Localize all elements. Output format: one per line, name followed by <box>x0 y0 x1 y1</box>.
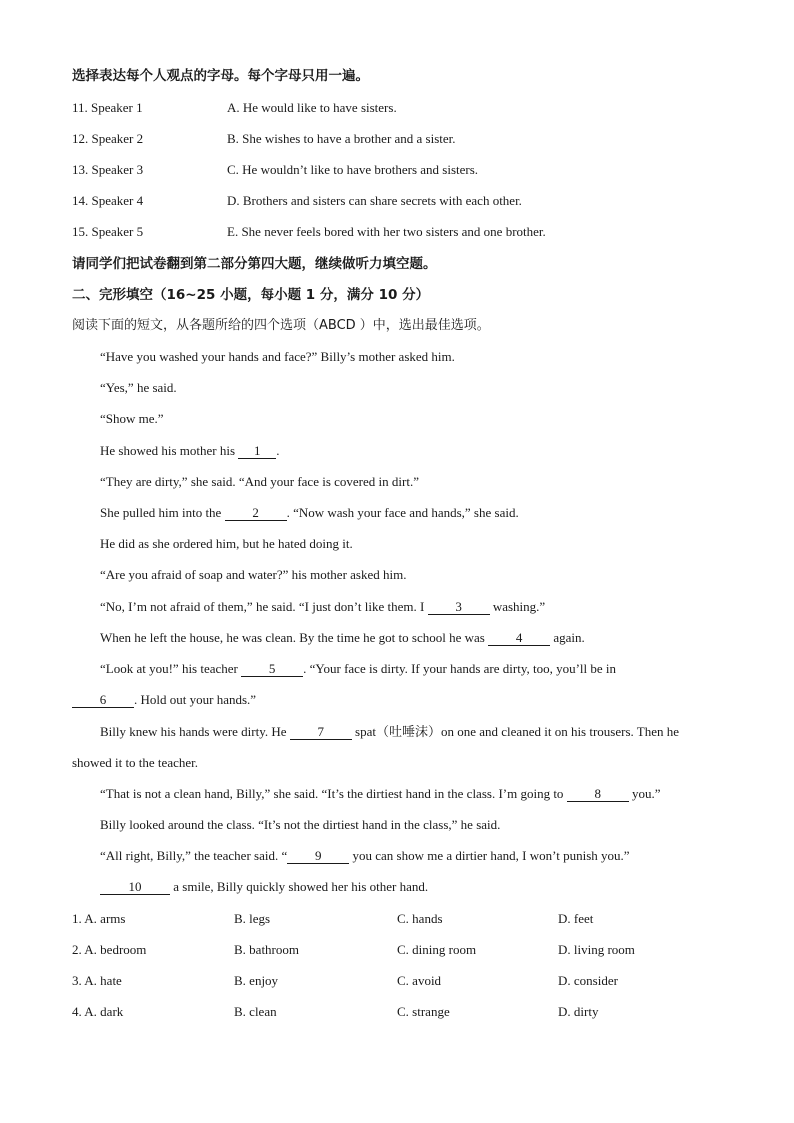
options-row <box>72 973 727 989</box>
speaker-label: 11. Speaker 1 <box>72 100 143 115</box>
passage-line: “Show me.” <box>100 411 164 426</box>
blank-8: 8 <box>567 787 629 802</box>
option-a: 2. A. bedroom <box>72 942 147 957</box>
option-b: B. bathroom <box>234 942 299 957</box>
option-c: C. hands <box>397 911 443 926</box>
option-c: C. dining room <box>397 942 477 957</box>
option-b: B. legs <box>234 911 271 926</box>
speaker-label: 14. Speaker 4 <box>72 193 144 208</box>
options-row <box>72 942 727 958</box>
passage-text: . Hold out your hands.” <box>134 692 257 707</box>
blank-6: 6 <box>72 693 134 708</box>
passage-text: . “Your face is dirty. If your hands are dirty, too, you’ll be in <box>303 661 617 676</box>
passage-line: “Yes,” he said. <box>100 380 177 395</box>
passage-text: again. <box>550 630 585 645</box>
option-b: B. enjoy <box>234 973 279 988</box>
passage-line <box>100 630 585 646</box>
passage-line <box>100 599 545 615</box>
passage-line: “They are dirty,” she said. “And your face is covered in dirt.” <box>100 474 419 489</box>
passage-line <box>100 505 519 521</box>
passage-text: spat（吐唾沫）on one and cleaned it on his trousers. Then he <box>351 724 680 739</box>
passage-line: “Are you afraid of soap and water?” his mother asked him. <box>100 567 407 582</box>
speaker-label: 13. Speaker 3 <box>72 162 144 177</box>
blank-9: 9 <box>287 849 349 864</box>
passage-text: “All right, Billy,” the teacher said. “ <box>100 848 288 863</box>
passage-line <box>100 848 630 864</box>
matching-row <box>72 131 456 147</box>
option-d: D. feet <box>558 911 594 926</box>
option-d: D. living room <box>558 942 635 957</box>
blank-10: 10 <box>100 880 170 895</box>
passage-line <box>100 786 660 802</box>
passage-line <box>72 692 256 708</box>
option-c: C. strange <box>397 1004 450 1019</box>
passage-text: you can show me a dirtier hand, I won’t punish you.” <box>349 848 630 863</box>
passage-text: “No, I’m not afraid of them,” he said. “I just don’t like them. I <box>100 599 428 614</box>
passage-text: washing.” <box>489 599 546 614</box>
matching-row <box>72 100 397 116</box>
passage-line: He did as she ordered him, but he hated doing it. <box>100 536 353 551</box>
passage-line <box>100 661 616 677</box>
options-row <box>72 911 727 927</box>
speaker-label: 15. Speaker 5 <box>72 224 144 239</box>
passage-text: . <box>276 443 280 458</box>
passage-text: . “Now wash your face and hands,” she said. <box>286 505 519 520</box>
matching-heading: 选择表达每个人观点的字母。每个字母只用一遍。 <box>72 68 369 84</box>
section-instruction: 阅读下面的短文，从各题所给的四个选项（ABCD ）中，选出最佳选项。 <box>72 318 490 333</box>
passage-line: showed it to the teacher. <box>72 755 198 770</box>
blank-5: 5 <box>241 662 303 677</box>
passage-line <box>100 724 679 740</box>
opinion-option: B. She wishes to have a brother and a sister. <box>227 131 456 146</box>
blank-3: 3 <box>428 600 490 615</box>
passage-text: a smile, Billy quickly showed her his other hand. <box>170 879 429 894</box>
passage-text: She pulled him into the <box>100 505 225 520</box>
option-b: B. clean <box>234 1004 277 1019</box>
matching-row <box>72 193 522 209</box>
passage-line <box>100 443 280 459</box>
opinion-option: D. Brothers and sisters can share secrets with each other. <box>227 193 522 208</box>
blank-4: 4 <box>488 631 550 646</box>
speaker-label: 12. Speaker 2 <box>72 131 144 146</box>
option-d: D. dirty <box>558 1004 599 1019</box>
passage-text: When he left the house, he was clean. By the time he got to school he was <box>100 630 489 645</box>
turn-page-note: 请同学们把试卷翻到第二部分第四大题，继续做听力填空题。 <box>72 256 437 272</box>
passage-text: “Look at you!” his teacher <box>100 661 242 676</box>
passage-line: Billy looked around the class. “It’s not the dirtiest hand in the class,” he said. <box>100 817 501 832</box>
option-c: C. avoid <box>397 973 442 988</box>
option-d: D. consider <box>558 973 618 988</box>
blank-7: 7 <box>290 725 352 740</box>
passage-text: “That is not a clean hand, Billy,” she said. “It’s the dirtiest hand in the class. I’m going to <box>100 786 567 801</box>
section-title: 二、完形填空（16~25 小题，每小题 1 分，满分 10 分） <box>72 287 430 303</box>
option-a: 4. A. dark <box>72 1004 124 1019</box>
passage-text: you.” <box>628 786 661 801</box>
passage-text: He showed his mother his <box>100 443 239 458</box>
passage-line <box>100 879 428 895</box>
opinion-option: C. He wouldn’t like to have brothers and sisters. <box>227 162 479 177</box>
blank-2: 2 <box>225 506 287 521</box>
passage-line: “Have you washed your hands and face?” Billy’s mother asked him. <box>100 349 455 364</box>
blank-1: 1 <box>238 444 276 459</box>
opinion-option: A. He would like to have sisters. <box>227 100 397 115</box>
option-a: 3. A. hate <box>72 973 122 988</box>
option-a: 1. A. arms <box>72 911 126 926</box>
options-row <box>72 1004 727 1020</box>
matching-row <box>72 224 546 240</box>
matching-row <box>72 162 479 178</box>
opinion-option: E. She never feels bored with her two sisters and one brother. <box>227 224 546 239</box>
passage-text: Billy knew his hands were dirty. He <box>100 724 290 739</box>
